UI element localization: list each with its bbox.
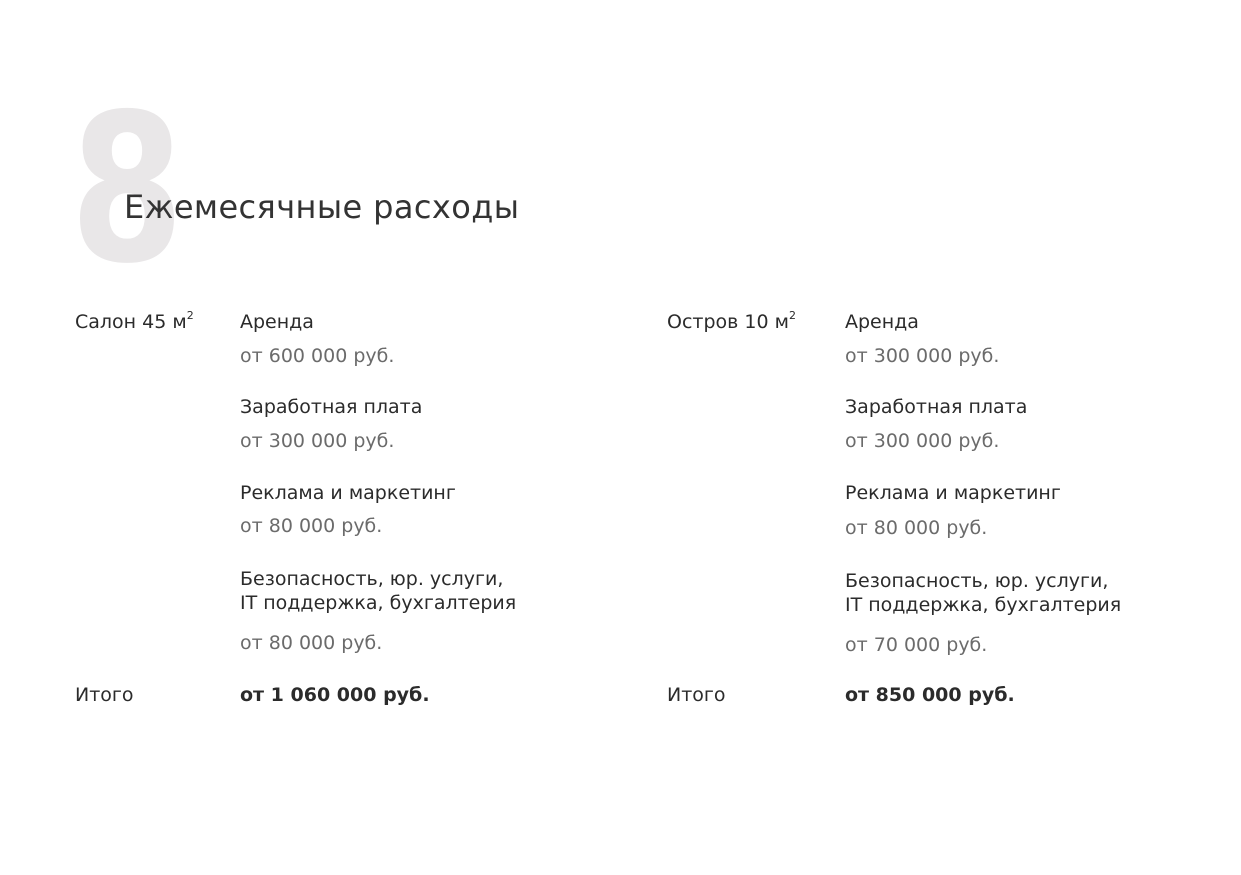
total-value-island: от 850 000 руб. — [845, 684, 1015, 706]
expense-label-salary: Заработная плата — [240, 396, 423, 418]
page-title: Ежемесячные расходы — [124, 188, 520, 226]
expense-label-services-line1: Безопасность, юр. услуги, — [240, 568, 504, 590]
section-title-text: Салон 45 м — [75, 311, 187, 333]
expense-label-marketing: Реклама и маркетинг — [240, 482, 456, 504]
expense-label-services-line2: IT поддержка, бухгалтерия — [845, 594, 1122, 616]
expense-label-services-line1: Безопасность, юр. услуги, — [845, 570, 1109, 592]
section-title-salon — [75, 311, 194, 334]
expense-value-rent: от 600 000 руб. — [240, 345, 395, 367]
section-title-text: Остров 10 м — [667, 311, 789, 333]
total-label-island: Итого — [667, 684, 726, 706]
expense-label-rent: Аренда — [240, 311, 314, 333]
expense-label-services-line2: IT поддержка, бухгалтерия — [240, 592, 517, 614]
expense-value-services: от 80 000 руб. — [240, 632, 383, 654]
expense-value-rent: от 300 000 руб. — [845, 345, 1000, 367]
expense-value-services: от 70 000 руб. — [845, 634, 988, 656]
expense-label-salary: Заработная плата — [845, 396, 1028, 418]
expense-value-marketing: от 80 000 руб. — [240, 515, 383, 537]
total-value-salon: от 1 060 000 руб. — [240, 684, 430, 706]
page-number: 8 — [70, 71, 181, 309]
expense-label-marketing: Реклама и маркетинг — [845, 482, 1061, 504]
total-label-salon: Итого — [75, 684, 134, 706]
section-title-superscript: 2 — [186, 309, 194, 322]
expense-value-marketing: от 80 000 руб. — [845, 517, 988, 539]
section-title-superscript: 2 — [788, 309, 796, 322]
section-title-island — [667, 311, 796, 334]
expense-value-salary: от 300 000 руб. — [240, 430, 395, 452]
expense-value-salary: от 300 000 руб. — [845, 430, 1000, 452]
expense-label-rent: Аренда — [845, 311, 919, 333]
